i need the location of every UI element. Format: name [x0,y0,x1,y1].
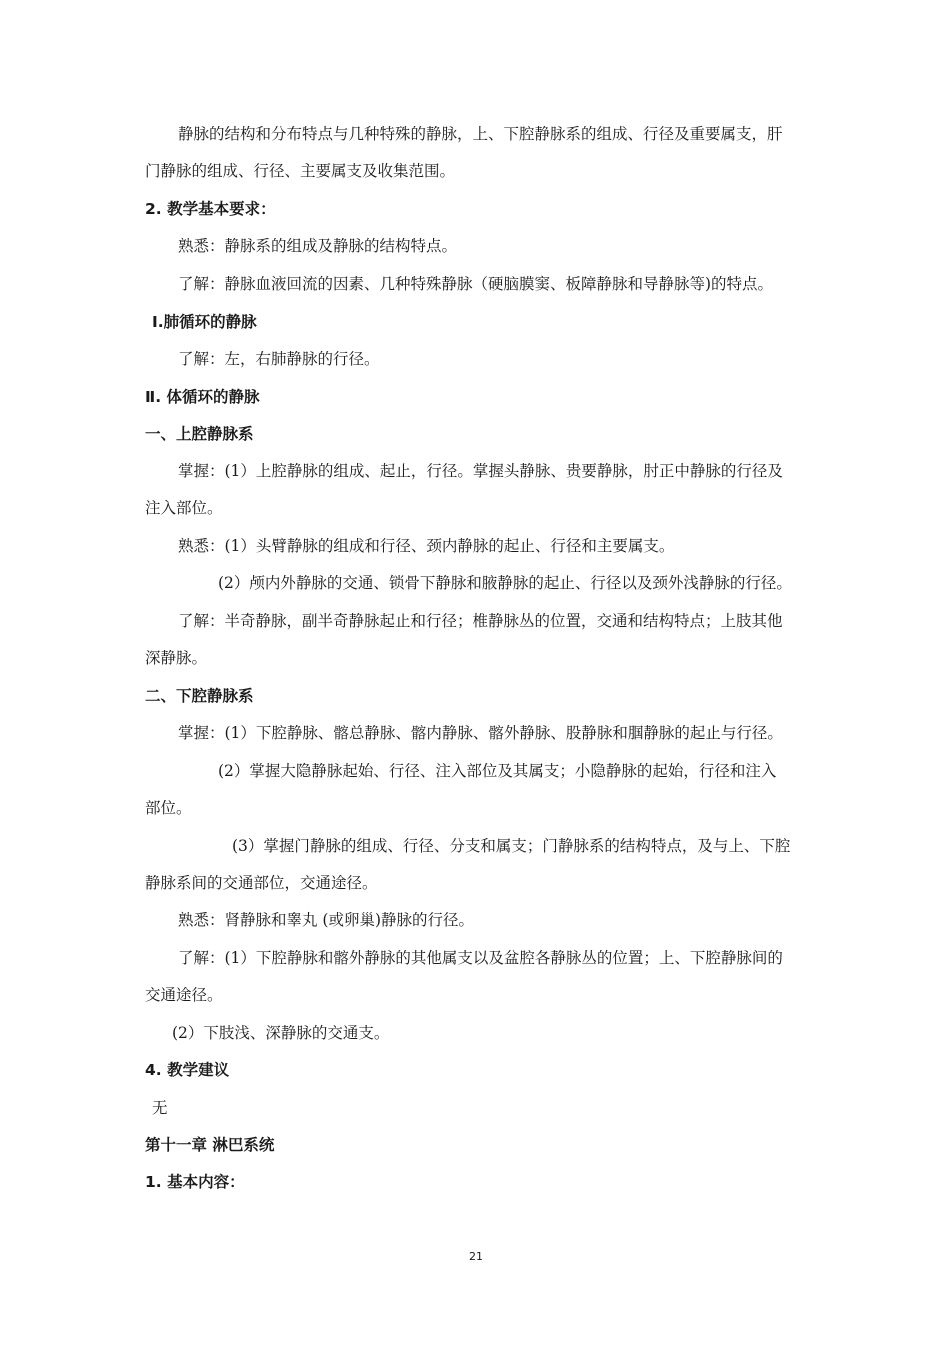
paragraph-line: 门静脉的组成、行径、主要属支及收集范围。 [145,162,456,180]
paragraph-line: 熟悉：肾静脉和睾丸 (或卵巢)静脉的行径。 [178,911,475,929]
paragraph-line: 注入部位。 [145,499,223,517]
paragraph-line: 部位。 [145,799,192,817]
paragraph-line: 了解：左，右肺静脉的行径。 [178,350,380,368]
page-number: 21 [469,1250,483,1263]
paragraph-line: 静脉的结构和分布特点与几种特殊的静脉，上、下腔静脉系的组成、行径及重要属支，肝 [178,125,783,143]
paragraph-line: 交通途径。 [145,986,223,1004]
paragraph-line: 深静脉。 [145,649,208,667]
chapter-heading: 第十一章 淋巴系统 [145,1136,275,1154]
section-heading: Ⅱ. 体循环的静脉 [145,388,260,406]
paragraph-line: 了解：静脉血液回流的因素、几种特殊静脉（硬脑膜窦、板障静脉和导静脉等)的特点。 [178,275,774,293]
paragraph-line: 熟悉：(1）头臂静脉的组成和行径、颈内静脉的起止、行径和主要属支。 [178,537,675,555]
paragraph-line: 熟悉：静脉系的组成及静脉的结构特点。 [178,237,458,255]
paragraph-line: (2）掌握大隐静脉起始、行径、注入部位及其属支；小隐静脉的起始，行径和注入 [218,762,777,780]
paragraph-line: 了解：半奇静脉，副半奇静脉起止和行径；椎静脉丛的位置，交通和结构特点；上肢其他 [178,612,783,630]
paragraph-line: (2）下肢浅、深静脉的交通支。 [172,1024,390,1042]
section-heading: 二、下腔静脉系 [145,687,254,705]
section-heading: 2. 教学基本要求： [145,200,276,218]
paragraph-line: (2）颅内外静脉的交通、锁骨下静脉和腋静脉的起止、行径以及颈外浅静脉的行径。 [218,574,792,592]
paragraph-line: (3）掌握门静脉的组成、行径、分支和属支；门静脉系的结构特点，及与上、下腔 [232,837,791,855]
paragraph-line: 无 [152,1099,168,1117]
paragraph-line: 掌握：(1）下腔静脉、髂总静脉、髂内静脉、髂外静脉、股静脉和腘静脉的起止与行径。 [178,724,783,742]
section-heading: Ⅰ.肺循环的静脉 [152,313,257,331]
section-heading: 4. 教学建议 [145,1061,230,1079]
section-heading: 1. 基本内容： [145,1173,245,1191]
paragraph-line: 了解：(1）下腔静脉和髂外静脉的其他属支以及盆腔各静脉丛的位置；上、下腔静脉间的 [178,949,783,967]
paragraph-line: 静脉系间的交通部位，交通途径。 [145,874,378,892]
section-heading: 一、上腔静脉系 [145,425,254,443]
paragraph-line: 掌握：(1）上腔静脉的组成、起止，行径。掌握头静脉、贵要静脉，肘正中静脉的行径及 [178,462,783,480]
